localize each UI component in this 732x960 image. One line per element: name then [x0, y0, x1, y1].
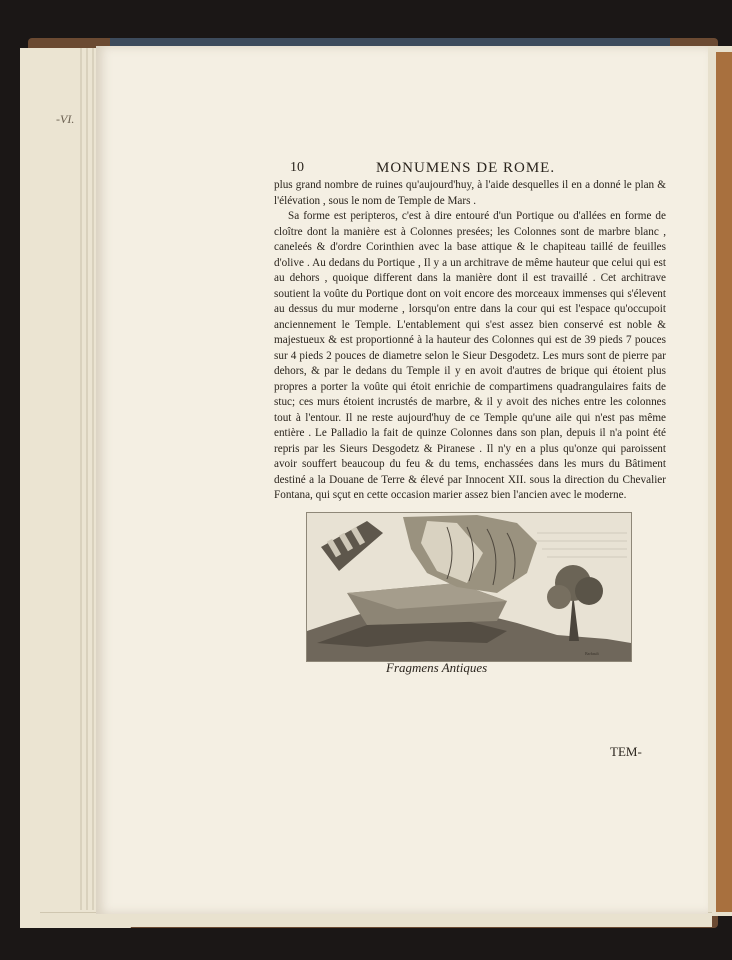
- page-stack-line: [92, 48, 94, 910]
- paragraph: Sa forme est peripteros, c'est à dire entouré d'un Portique ou d'allées en forme de cloître dont la manière est à Colonnes presées; les Colonnes sont de marbre blanc , caneleés & d'ordre Corinthien avec la base attique & le chapiteau taillé de feuilles d'olive . Au dedans du Portique , Il y a un architrave de même hauteur que celui qui est au dehors , quoique different dans la manière dont il est travaillé . Cet architrave soutient la voûte du Portique dont on voit encore des morceaux immenses qui s'élevent au dessus du mur moderne , lorsqu'on entre dans la cour qui est l'espace qu'occupoit anciennement le Temple. L'entablement qui s'est assez bien conservé est noble & majestueux & est proportionné à la hauteur des Colonnes qui est de 39 pieds 7 pouces sur 4 pieds 2 pouces de diametre selon le Sieur Desgodetz. Les murs sont de pierre par dehors, & par le dedans du Temple il y en avoit d'autres de brique qui étoient plus propres a porter la voûte qui étoit enrichie de compartimens quadrangulaires faits de stuc; ces murs étoient incrustés de marbre, & il y avoit des niches entre les colonnes tout à l'entour. Il ne reste aujourd'huy de ce Temple qu'une aile qui n'est pas même entière . Le Palladio la fait de quinze Colonnes dans son plan, depuis il n'a point été repris par les Sieurs Desgodetz & Piranese . Il n'y en a plus qu'onze qui paroissent avoir souffert beaucoup du feu & du tems, enchassées dans les murs du Bâtiment destiné a la Douane de Terre & élevé par Innocent XII. sous la direction du Chevalier Fontana, qui sçut en cette occasion marier assez bien l'ancien avec le moderne.: [274, 210, 666, 501]
- page-stack-line: [86, 48, 88, 910]
- figure-caption: Fragmens Antiques: [386, 660, 488, 675]
- engraving-figure: [306, 512, 632, 662]
- running-title: MONUMENS DE ROME.: [376, 160, 556, 176]
- paragraph: plus grand nombre de ruines qu'aujourd'huy, à l'aide desquelles il en a donné le plan & l'élévation , sous le nom de Temple de Mars .: [274, 179, 666, 207]
- cover-right-edge: [716, 52, 732, 912]
- body-text: [274, 178, 666, 504]
- artist-signature: Barbault: [585, 651, 599, 656]
- page-stack-line: [80, 48, 82, 910]
- page-header: [290, 160, 670, 180]
- margin-mark: -VI.: [56, 112, 75, 126]
- catchword: TEM-: [610, 744, 642, 759]
- bottom-page-stack: [40, 912, 712, 927]
- engraving-ruins-illustration: [307, 513, 631, 661]
- page-number: 10: [290, 160, 304, 175]
